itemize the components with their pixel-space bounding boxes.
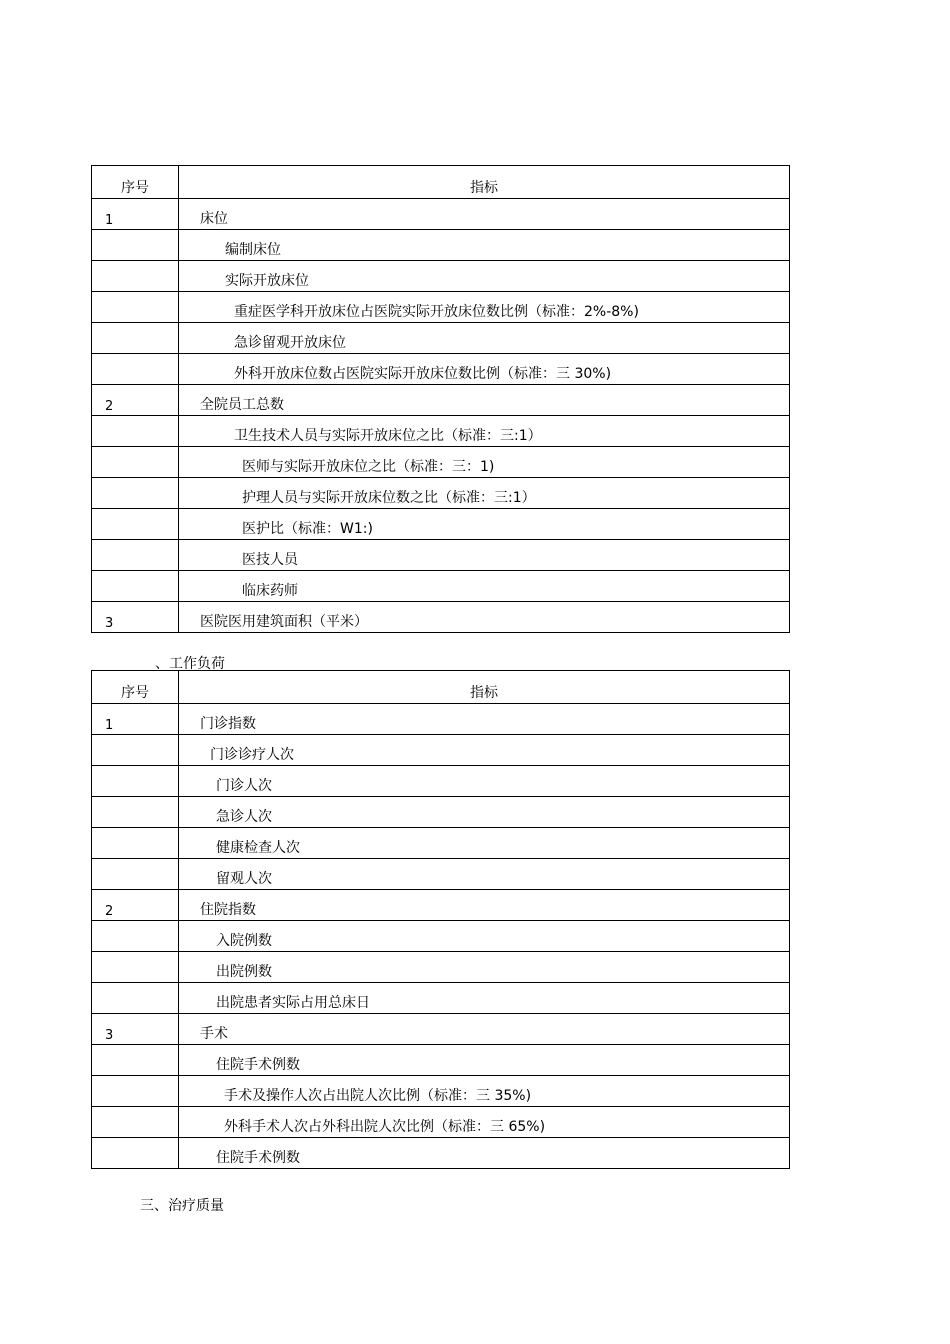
indicator-text: 实际开放床位 (225, 273, 309, 289)
serial-cell (92, 385, 179, 415)
serial-cell (92, 983, 179, 1013)
serial-cell (92, 1138, 179, 1168)
indicator-text: 急诊留观开放床位 (234, 335, 346, 351)
workload-table (91, 670, 790, 1169)
header-serial-number: 序号 (121, 685, 149, 701)
indicator-text: 医护比（标准：W1:) (242, 521, 373, 537)
indicator-text: 门诊指数 (200, 716, 256, 732)
indicator-text: 护理人员与实际开放床位数之比（标准：三:1） (242, 490, 536, 506)
table-row (92, 766, 790, 797)
table-row (92, 890, 790, 921)
table-row (92, 735, 790, 766)
serial-cell (92, 1076, 179, 1106)
serial-cell (92, 416, 179, 446)
serial-cell (92, 1107, 179, 1137)
indicator-cell (179, 952, 790, 982)
table-header (92, 166, 790, 199)
indicator-text: 入院例数 (216, 933, 272, 949)
table-row (92, 230, 790, 261)
header-serial-number: 序号 (121, 180, 149, 196)
serial-cell (92, 540, 179, 570)
serial-cell (92, 952, 179, 982)
table-row (92, 921, 790, 952)
indicator-text: 医院医用建筑面积（平米） (200, 614, 368, 630)
table-row (92, 859, 790, 890)
serial-number: 2 (105, 399, 114, 414)
indicator-text: 急诊人次 (216, 809, 272, 825)
indicator-cell (179, 571, 790, 601)
indicator-cell (179, 890, 790, 920)
indicator-cell (179, 447, 790, 477)
table-row (92, 447, 790, 478)
indicator-text: 门诊人次 (216, 778, 272, 794)
indicator-text: 出院患者实际占用总床日 (216, 995, 370, 1011)
indicator-text: 门诊诊疗人次 (210, 747, 294, 763)
table-row (92, 416, 790, 447)
header-indicator: 指标 (470, 180, 498, 196)
table-row (92, 704, 790, 735)
serial-cell (92, 447, 179, 477)
indicator-cell (179, 766, 790, 796)
indicator-cell (179, 416, 790, 446)
table-row (92, 1107, 790, 1138)
serial-cell (92, 766, 179, 796)
table-row (92, 354, 790, 385)
indicator-cell (179, 1076, 790, 1106)
table-row (92, 797, 790, 828)
table-row (92, 1014, 790, 1045)
table-body (92, 199, 790, 633)
serial-cell (92, 704, 179, 734)
indicator-cell (179, 354, 790, 384)
table-row (92, 292, 790, 323)
indicator-cell (179, 230, 790, 260)
indicator-text: 健康检查人次 (216, 840, 300, 856)
indicator-cell (179, 540, 790, 570)
indicator-cell (179, 921, 790, 951)
indicator-cell (179, 602, 790, 632)
table-row (92, 540, 790, 571)
indicator-text: 编制床位 (225, 242, 281, 258)
serial-cell (92, 571, 179, 601)
serial-cell (92, 735, 179, 765)
indicator-text: 床位 (200, 211, 228, 227)
table-row (92, 509, 790, 540)
indicator-cell (179, 478, 790, 508)
serial-number: 2 (105, 904, 114, 919)
indicator-text: 留观人次 (216, 871, 272, 887)
table-row (92, 952, 790, 983)
indicator-cell (179, 292, 790, 322)
table-row (92, 1076, 790, 1107)
indicator-text: 卫生技术人员与实际开放床位之比（标准：三:1） (234, 428, 542, 444)
indicator-cell (179, 1045, 790, 1075)
serial-cell (92, 1014, 179, 1044)
indicator-text: 医技人员 (242, 552, 298, 568)
indicator-cell (179, 509, 790, 539)
serial-cell (92, 478, 179, 508)
serial-cell (92, 602, 179, 632)
indicator-text: 医师与实际开放床位之比（标准：三：1) (242, 459, 495, 475)
indicator-text: 外科手术人次占外科出院人次比例（标准：三 65%) (224, 1119, 546, 1135)
indicator-text: 住院手术例数 (216, 1057, 300, 1073)
indicator-cell (179, 199, 790, 229)
indicator-text: 外科开放床位数占医院实际开放床位数比例（标准：三 30%) (234, 366, 612, 382)
indicator-text: 手术 (200, 1026, 228, 1042)
bed-staff-table (91, 165, 790, 633)
serial-number: 3 (105, 616, 114, 631)
indicator-text: 重症医学科开放床位占医院实际开放床位数比例（标准：2%-8%) (234, 304, 639, 320)
serial-cell (92, 261, 179, 291)
indicator-cell (179, 735, 790, 765)
indicator-cell (179, 1014, 790, 1044)
indicator-text: 住院手术例数 (216, 1150, 300, 1166)
table-row (92, 828, 790, 859)
table-row (92, 1138, 790, 1169)
indicator-cell (179, 385, 790, 415)
table-row (92, 478, 790, 509)
indicator-text: 全院员工总数 (200, 397, 284, 413)
serial-cell (92, 797, 179, 827)
serial-cell (92, 1045, 179, 1075)
serial-cell (92, 230, 179, 260)
indicator-cell (179, 323, 790, 353)
header-indicator: 指标 (470, 685, 498, 701)
serial-cell (92, 509, 179, 539)
serial-number: 1 (105, 213, 114, 228)
serial-cell (92, 828, 179, 858)
indicator-text: 临床药师 (242, 583, 298, 599)
table-row (92, 199, 790, 230)
serial-cell (92, 199, 179, 229)
table-header (92, 671, 790, 704)
serial-cell (92, 921, 179, 951)
section-title-treatment-quality: 三、治疗质量 (140, 1198, 224, 1214)
indicator-text: 手术及操作人次占出院人次比例（标准：三 35%) (224, 1088, 532, 1104)
serial-cell (92, 354, 179, 384)
serial-cell (92, 323, 179, 353)
table-row (92, 602, 790, 633)
indicator-text: 住院指数 (200, 902, 256, 918)
indicator-cell (179, 983, 790, 1013)
indicator-cell (179, 261, 790, 291)
table-row (92, 323, 790, 354)
table-row (92, 1045, 790, 1076)
indicator-cell (179, 1107, 790, 1137)
table-row (92, 571, 790, 602)
indicator-text: 出院例数 (216, 964, 272, 980)
table-row (92, 983, 790, 1014)
table-row (92, 385, 790, 416)
table-body (92, 704, 790, 1169)
serial-cell (92, 292, 179, 322)
serial-number: 1 (105, 718, 114, 733)
serial-number: 3 (105, 1028, 114, 1043)
serial-cell (92, 859, 179, 889)
indicator-cell (179, 828, 790, 858)
serial-cell (92, 890, 179, 920)
indicator-cell (179, 1138, 790, 1168)
indicator-cell (179, 704, 790, 734)
table-row (92, 261, 790, 292)
indicator-cell (179, 859, 790, 889)
indicator-cell (179, 797, 790, 827)
section-title-workload: 、工作负荷 (155, 656, 225, 672)
